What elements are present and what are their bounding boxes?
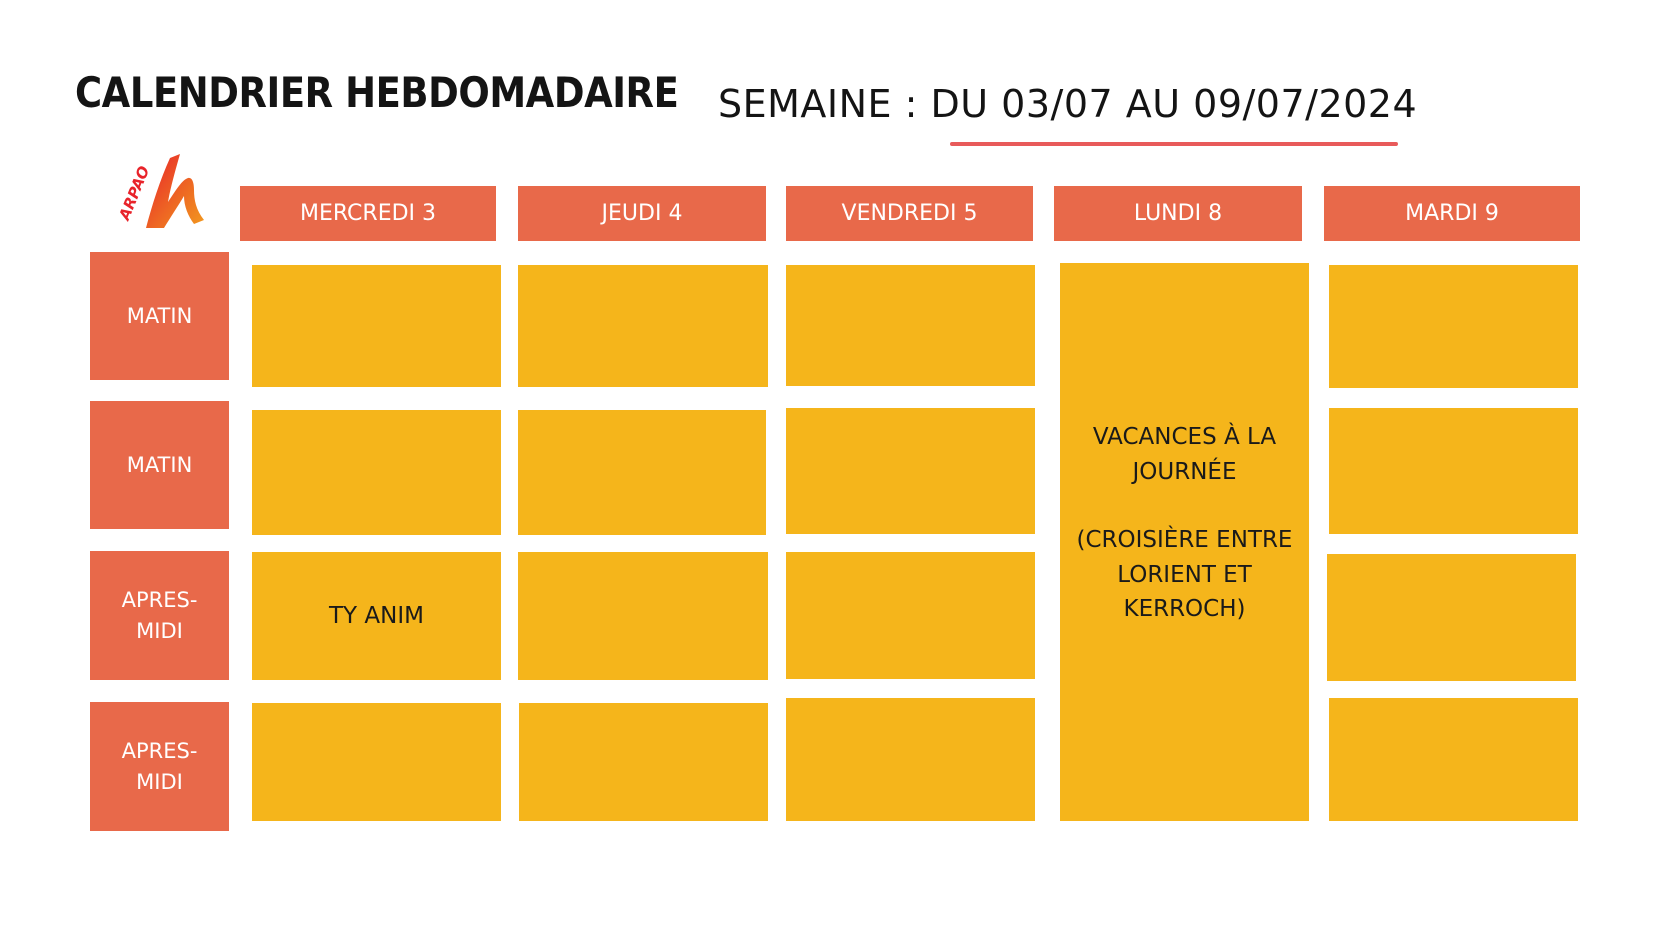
day-header-jeudi: JEUDI 4 (518, 186, 766, 241)
page-title: CALENDRIER HEBDOMADAIRE (75, 68, 679, 117)
week-underline (950, 142, 1398, 146)
lundi-line-5: KERROCH) (1123, 596, 1246, 622)
cell-mercredi-apres-midi-1 (252, 552, 501, 680)
cell-vendredi-matin-2 (786, 408, 1035, 534)
lundi-line-4: LORIENT ET (1117, 561, 1252, 588)
cell-mercredi-matin-2 (252, 410, 501, 535)
cell-vendredi-apres-midi-1 (786, 552, 1035, 679)
cell-mardi-matin-2 (1329, 408, 1578, 534)
cell-mardi-apres-midi-1 (1327, 554, 1576, 681)
cell-jeudi-apres-midi-2 (519, 703, 768, 821)
day-header-vendredi: VENDREDI 5 (786, 186, 1033, 241)
arpao-logo (108, 150, 212, 234)
cell-jeudi-apres-midi-1 (518, 552, 768, 680)
cell-text: TY ANIM (329, 603, 424, 629)
cell-lundi-journee (1060, 263, 1309, 821)
cell-vendredi-apres-midi-2 (786, 698, 1035, 821)
cell-vendredi-matin-1 (786, 265, 1035, 386)
cell-jeudi-matin-1 (518, 265, 768, 387)
cell-mardi-matin-1 (1329, 265, 1578, 388)
day-header-lundi: LUNDI 8 (1054, 186, 1302, 241)
day-header-mercredi: MERCREDI 3 (240, 186, 496, 241)
day-header-mardi: MARDI 9 (1324, 186, 1580, 241)
period-header-morning-1: MATIN (90, 252, 229, 380)
period-header-afternoon-2: APRES-MIDI (90, 702, 229, 831)
cell-jeudi-matin-2 (518, 410, 766, 535)
lundi-line-3: (CROISIÈRE ENTRE (1076, 527, 1293, 553)
period-header-afternoon-1: APRES-MIDI (90, 551, 229, 680)
lundi-line-2: JOURNÉE (1132, 458, 1237, 485)
period-header-morning-2: MATIN (90, 401, 229, 529)
cell-mercredi-matin-1 (252, 265, 501, 387)
week-range: SEMAINE : DU 03/07 AU 09/07/2024 (718, 82, 1418, 126)
logo-text: ARPAO (115, 163, 154, 223)
cell-mercredi-apres-midi-2 (252, 703, 501, 821)
lundi-line-1: VACANCES À LA (1092, 424, 1277, 450)
cell-mardi-apres-midi-2 (1329, 698, 1578, 821)
